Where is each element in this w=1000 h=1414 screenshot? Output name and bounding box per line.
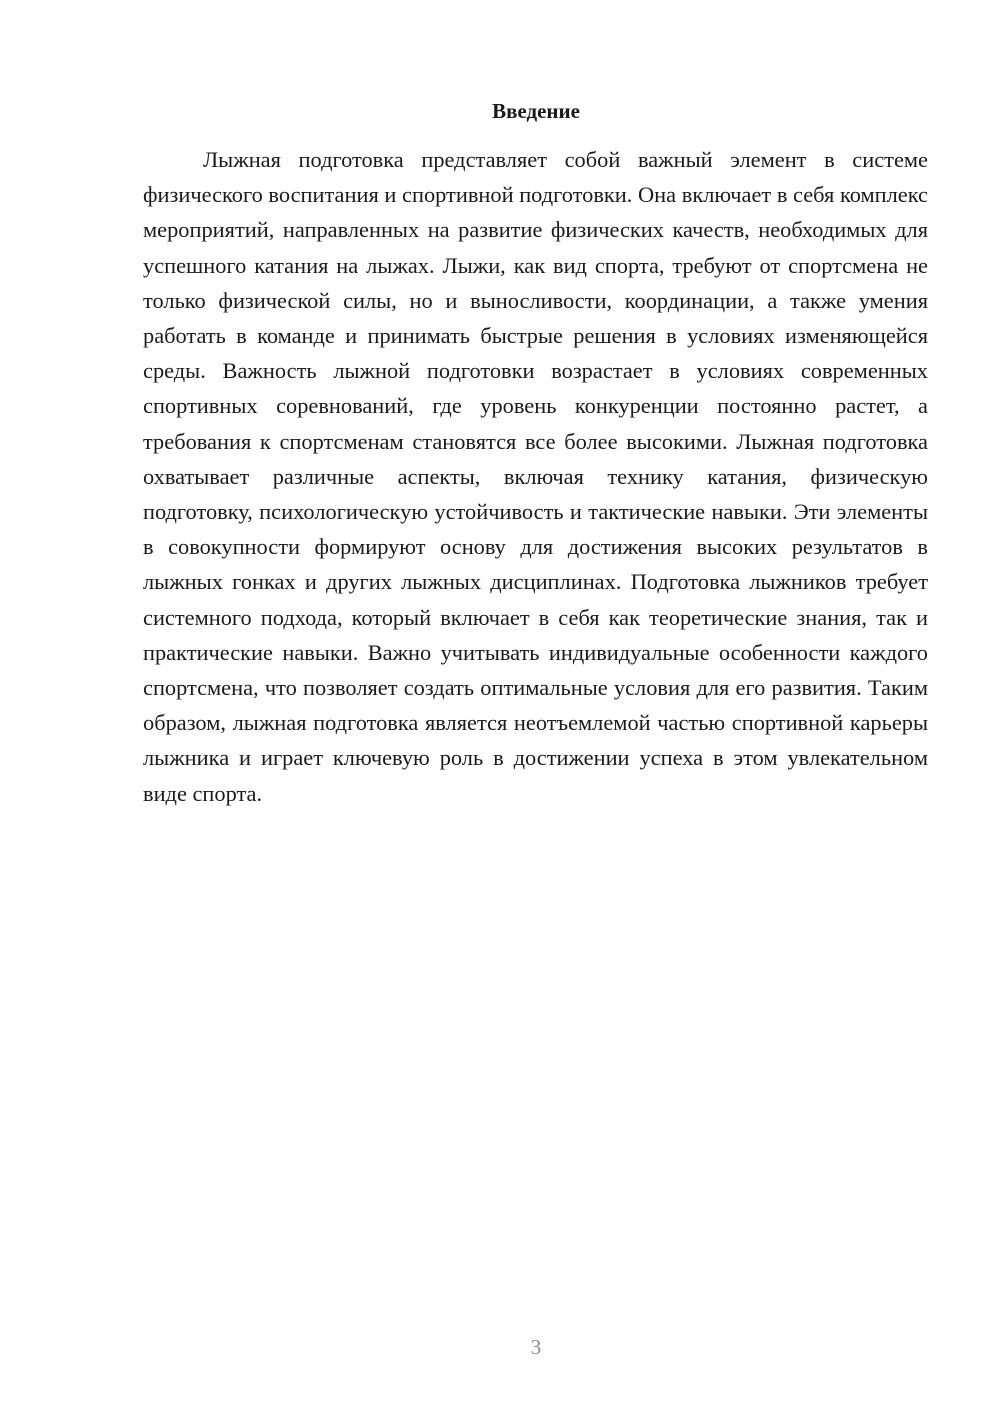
section-heading: Введение [492, 99, 580, 123]
body-paragraph: Лыжная подготовка представляет собой важный элемент в системе физического воспитания и спортивной подготовки. Она включает в себя комплекс мероприятий, направленных на развитие физических качеств, необходимых для успешного катания на лыжах. Лыжи, как вид спорта, требуют от спортсмена не только физической силы, но и выносливости, координации, а также умения работать в команде и принимать быстрые решения в условиях изменяющейся среды. Важность лыжной подготовки возрастает в условиях современных спортивных соревнований, где уровень конкуренции постоянно растет, а требования к спортсменам становятся все более высокими. Лыжная подготовка охватывает различные аспекты, включая технику катания, физическую подготовку, психологическую устойчивость и тактические навыки. Эти элементы в совокупности формируют основу для достижения высоких результатов в лыжных гонках и других лыжных дисциплинах. Подготовка лыжников требует системного подхода, который включает в себя как теоретические знания, так и практические навыки. Важно учитывать индивидуальные особенности каждого спортсмена, что позволяет создать оптимальные условия для его развития. Таким образом, лыжная подготовка является неотъемлемой частью спортивной карьеры лыжника и играет ключевую роль в достижении успеха в этом увлекательном виде спорта. [143, 147, 928, 806]
page-number: 3 [530, 1335, 542, 1359]
